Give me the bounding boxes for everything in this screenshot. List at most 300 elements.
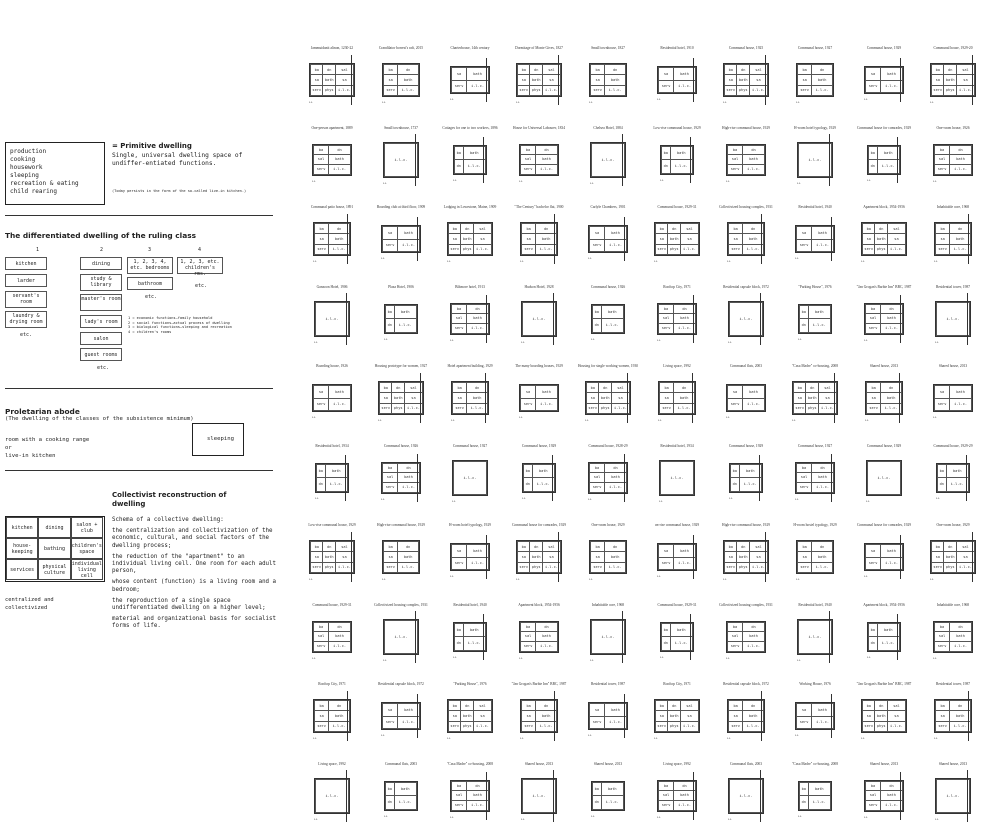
- plan-room: bath: [881, 791, 903, 801]
- plan-wall-stub: [554, 691, 555, 741]
- plan-room: bath: [674, 68, 696, 81]
- plan-room: sal: [314, 155, 329, 165]
- plan-service-note: s.s.: [867, 654, 871, 659]
- plan-room: ba: [936, 701, 950, 711]
- plan-wall-stub: [347, 691, 348, 741]
- plan-wall-stub: [558, 55, 559, 105]
- plan-caption: Residential hotel, 1934: [315, 443, 349, 448]
- plan-room: phys: [944, 562, 956, 572]
- plan-room: bath: [398, 227, 420, 240]
- plan-room: bath: [674, 545, 696, 558]
- plan-service-note: s.s.: [589, 577, 593, 581]
- plan-room: bath: [394, 782, 416, 796]
- plan-caption: One-room house, 1926: [936, 125, 970, 130]
- plan-room: serv: [794, 403, 806, 413]
- plan-room: ba: [386, 305, 395, 319]
- plan-caption: The many boarding houses, 1929: [515, 364, 563, 368]
- plan-room: serv: [659, 800, 674, 810]
- plan-room: phys: [530, 562, 542, 572]
- plan-room: bath: [950, 155, 972, 165]
- floor-plan: [660, 145, 694, 175]
- plan-service-note: s.s.: [381, 256, 385, 260]
- plan-room: sa: [866, 68, 881, 81]
- plan-room: dn: [875, 224, 887, 234]
- plan-room: serv: [452, 323, 467, 333]
- plan-room: i.l.c.: [467, 557, 489, 570]
- plan-room: dn: [743, 622, 765, 632]
- plan-room: i.l.c.: [316, 302, 349, 335]
- plan-room: dn: [800, 319, 809, 333]
- plan-service-note: s.s.: [930, 100, 934, 104]
- plan-room: i.l.c.: [536, 641, 558, 651]
- floor-plan: [861, 222, 907, 256]
- proletarian-desc-2: or: [5, 445, 12, 451]
- plan-caption: Rooftop City, 1971: [663, 284, 691, 289]
- plan-room: serv: [725, 85, 737, 95]
- plan-caption: Communal house, 1927: [452, 443, 488, 448]
- plan-room: bath: [329, 155, 351, 165]
- plan-wall-stub: [483, 614, 484, 660]
- plan-room: serv: [518, 85, 530, 95]
- plan-room: sa: [518, 552, 530, 562]
- plan-service-note: s.s.: [727, 736, 731, 740]
- plan-wall-stub: [690, 137, 691, 183]
- plan-room: serv: [314, 398, 329, 411]
- plan-caption: Communal house, 1929: [866, 443, 902, 448]
- plan-room: dn: [455, 160, 464, 174]
- plan-service-note: s.s.: [861, 259, 865, 263]
- plan-caption: Low-rise communal house, 1929: [653, 125, 701, 130]
- plan-caption: Rooftop City, 1971: [318, 682, 346, 686]
- plan-room: serv: [797, 716, 812, 729]
- plan-room: serv: [315, 244, 329, 254]
- floor-plan: [453, 622, 487, 652]
- plan-caption: "Casa Madre" co-housing, 2008: [446, 761, 494, 766]
- plan-room: i.l.c.: [536, 721, 557, 731]
- plan-room: sa: [680, 711, 698, 721]
- plan-service-note: s.s.: [450, 814, 454, 819]
- plan-room: dn: [743, 224, 764, 234]
- plan-room: ba: [935, 145, 950, 155]
- plan-room: i.l.c.: [749, 85, 767, 95]
- plan-room: sa: [314, 386, 329, 399]
- plan-caption: "Jan Grogan's Barbie Inn" BBC, 1987: [856, 284, 912, 289]
- plan-room: i.l.c.: [473, 721, 491, 731]
- plan-room: i.l.c.: [881, 557, 903, 570]
- plan-room: serv: [935, 398, 950, 411]
- floor-plan: [864, 780, 904, 812]
- plan-room: bath: [950, 386, 972, 399]
- plan-room: serv: [453, 403, 467, 413]
- plan-wall-stub: [417, 454, 418, 502]
- plan-room: dn: [743, 145, 765, 155]
- plan-service-note: s.s.: [522, 495, 526, 500]
- plan-room: dn: [605, 65, 626, 75]
- plan-room: i.l.c.: [329, 641, 351, 651]
- collectivist-schema-line: the reduction of the "apartment" to an individual living cell. One room for each adult person,: [112, 553, 277, 575]
- plan-room: i.l.c.: [404, 403, 422, 413]
- plan-wall-stub: [417, 694, 418, 738]
- plan-room: serv: [384, 562, 398, 572]
- plan-room: serv: [867, 403, 881, 413]
- plan-service-note: s.s.: [726, 655, 730, 660]
- floor-plan: [654, 222, 700, 256]
- ruling-legend-item: 3 = biological functions—sleeping and recreation: [128, 325, 232, 330]
- plan-room: i.l.c.: [799, 143, 832, 176]
- plan-room: sa: [384, 75, 398, 85]
- plan-room: bath: [467, 545, 489, 558]
- plan-room: serv: [315, 721, 329, 731]
- plan-caption: Communal house, 1929: [521, 443, 557, 448]
- plan-caption: "Jan Grogan's Barbie Inn" BBC, 1987: [856, 682, 912, 686]
- plan-room: i.l.c.: [592, 143, 625, 176]
- plan-room: i.l.c.: [812, 85, 833, 95]
- plan-room: dn: [536, 145, 558, 155]
- plan-wall-stub: [347, 214, 348, 264]
- plan-room: serv: [380, 403, 392, 413]
- plan-room: dn: [536, 224, 557, 234]
- plan-room: sa: [380, 393, 392, 403]
- plan-room: bath: [530, 552, 542, 562]
- plan-room: sal: [452, 314, 467, 324]
- plan-service-note: s.s.: [452, 498, 456, 503]
- plan-service-note: s.s.: [654, 259, 658, 263]
- plan-wall-stub: [829, 134, 830, 186]
- floor-plan: [382, 540, 420, 574]
- proletarian-title: Proletarian abode: [5, 407, 80, 416]
- floor-plan: [727, 222, 765, 256]
- plan-service-note: s.s.: [933, 415, 937, 419]
- plan-room: ba: [522, 701, 536, 711]
- plan-room: sa: [591, 552, 605, 562]
- primitive-functions-list: [10, 148, 101, 196]
- plan-room: ba: [315, 224, 329, 234]
- plan-caption: on-rise communal house, 1929: [654, 523, 700, 527]
- plan-room: serv: [725, 562, 737, 572]
- plan-room: i.l.c.: [325, 478, 347, 492]
- plan-room: i.l.c.: [887, 244, 905, 254]
- floor-plan: [453, 145, 487, 175]
- plan-room: serv: [866, 800, 881, 810]
- plan-room: dn: [461, 224, 473, 234]
- floor-plan: [657, 543, 697, 571]
- plan-service-note: s.s.: [660, 177, 664, 182]
- plan-room: sal: [887, 701, 905, 711]
- plan-room: i.l.c.: [950, 164, 972, 174]
- plan-room: bath: [808, 782, 830, 796]
- plan-room: ba: [317, 464, 326, 478]
- plan-room: sa: [936, 234, 950, 244]
- plan-wall-stub: [759, 455, 760, 501]
- plan-room: dn: [524, 478, 533, 492]
- plan-room: bath: [946, 464, 968, 478]
- primitive-function-item: recreation & eating: [10, 180, 79, 187]
- plan-caption: Inhabitable core, 1968: [936, 205, 970, 209]
- plan-service-note: s.s.: [795, 256, 799, 260]
- plan-room: i.l.c.: [887, 721, 905, 731]
- plan-room: ba: [866, 781, 881, 791]
- plan-service-note: s.s.: [798, 813, 802, 818]
- plan-caption: High-rise communal house, 1929: [722, 125, 770, 130]
- floor-plan: [447, 222, 493, 256]
- plan-room: sa: [749, 75, 767, 85]
- plan-room: serv: [590, 716, 605, 729]
- plan-service-note: s.s.: [934, 736, 938, 740]
- plan-wall-stub: [624, 217, 625, 261]
- plan-room: sal: [728, 632, 743, 642]
- plan-room: i.l.c.: [818, 403, 836, 413]
- plan-room: ba: [867, 383, 881, 393]
- floor-plan: [521, 778, 557, 814]
- proletarian-sleeping-label: sleeping: [207, 436, 234, 442]
- plan-room: i.l.c.: [743, 641, 765, 651]
- plan-room: ba: [794, 383, 806, 393]
- floor-plan: [381, 225, 421, 253]
- plan-room: sa: [863, 234, 875, 244]
- plan-wall-stub: [897, 137, 898, 183]
- plan-room: i.l.c.: [868, 461, 901, 494]
- plan-room: bath: [599, 393, 611, 403]
- plan-room: serv: [452, 800, 467, 810]
- divider-2: [5, 388, 273, 389]
- plan-wall-stub: [967, 293, 968, 345]
- ruling-col-number-4: 4: [198, 247, 202, 253]
- plan-room: bath: [392, 393, 404, 403]
- plan-service-note: s.s.: [585, 418, 589, 422]
- floor-plan: [378, 381, 424, 415]
- plan-room: dn: [605, 463, 627, 473]
- plan-room: dn: [398, 542, 419, 552]
- plan-caption: Communal house, 1929-31: [312, 602, 352, 607]
- plan-service-note: s.s.: [867, 177, 871, 182]
- plan-room: sal: [473, 224, 491, 234]
- plan-wall-stub: [831, 454, 832, 502]
- plan-room: bath: [743, 386, 765, 399]
- plan-room: sa: [818, 393, 836, 403]
- plan-room: bath: [536, 234, 557, 244]
- plan-room: sal: [335, 65, 353, 75]
- floor-plan: [660, 622, 694, 652]
- plan-room: bath: [605, 704, 627, 717]
- collectivist-schema-line: material and organizational basis for socialist forms of life.: [112, 616, 277, 630]
- primitive-title: = Primitive dwelling: [112, 142, 192, 150]
- plan-room: ba: [524, 464, 533, 478]
- plan-room: sal: [521, 632, 536, 642]
- plan-service-note: s.s.: [657, 337, 661, 342]
- floor-plan: [589, 540, 627, 574]
- plan-room: i.l.c.: [680, 721, 698, 731]
- plan-room: serv: [729, 244, 743, 254]
- plan-room: bath: [737, 75, 749, 85]
- plan-caption: "Casa Madre" co-housing, 2008: [791, 364, 839, 368]
- collectivist-schema-line: the reproduction of a single space undifferentiated dwelling on a higher level;: [112, 597, 266, 612]
- col1-etc: etc.: [20, 332, 33, 338]
- plan-room: bath: [398, 704, 420, 717]
- plan-caption: Living space, 1992: [663, 364, 691, 368]
- plan-caption: One-room house, 1929: [591, 523, 625, 527]
- plan-room: serv: [660, 403, 674, 413]
- plan-room: dn: [668, 701, 680, 711]
- plan-caption: One-person apartment, 1889: [311, 125, 353, 130]
- plan-room: phys: [461, 244, 473, 254]
- collectivist-schema-line: Schema of a collective dwelling:: [112, 517, 224, 523]
- plan-service-note: s.s.: [383, 657, 387, 662]
- room-bedrooms: 1, 2, 3, 4, etc. bedrooms: [127, 257, 173, 274]
- room-dining: dining: [80, 257, 122, 270]
- plan-room: dn: [467, 304, 489, 314]
- floor-plan: [659, 460, 695, 496]
- plan-room: serv: [518, 562, 530, 572]
- plan-service-note: s.s.: [519, 415, 523, 419]
- plan-caption: Boarding house, 1926: [316, 364, 348, 368]
- plan-room: i.l.c.: [316, 779, 349, 812]
- plan-room: dn: [950, 224, 971, 234]
- plan-room: sa: [728, 386, 743, 399]
- floor-plan: [447, 699, 493, 733]
- plan-room: serv: [452, 80, 467, 93]
- floor-plan: [588, 225, 628, 253]
- plan-caption: Working House, 1976: [799, 682, 831, 686]
- floor-plan: [521, 301, 557, 337]
- plan-service-note: s.s.: [660, 654, 664, 659]
- plan-room: bath: [536, 711, 557, 721]
- plan-room: serv: [863, 721, 875, 731]
- floor-plan: [519, 621, 559, 653]
- plan-room: i.l.c.: [881, 80, 903, 93]
- proletarian-desc-3: live-in kitchen: [5, 453, 56, 459]
- plan-service-note: s.s.: [588, 256, 592, 260]
- floor-plan: [585, 381, 631, 415]
- floor-plan: [516, 540, 562, 574]
- floor-plan: [516, 63, 562, 97]
- plan-wall-stub: [627, 373, 628, 423]
- plan-service-note: s.s.: [798, 336, 802, 341]
- plan-room: sal: [659, 791, 674, 801]
- plan-room: ba: [590, 463, 605, 473]
- plan-room: sal: [935, 632, 950, 642]
- plan-service-note: s.s.: [382, 577, 386, 581]
- plan-room: serv: [384, 85, 398, 95]
- plan-room: i.l.c.: [743, 721, 764, 731]
- collectivist-schema-line: whose content (function) is a living room and a bedroom;: [112, 579, 277, 593]
- plan-caption: Inhabitable core, 1968: [591, 602, 625, 607]
- plan-room: sal: [866, 791, 881, 801]
- plan-caption: Residential capsule block, 1972: [723, 284, 769, 289]
- plan-caption: Inhabitable core, 1968: [936, 602, 970, 607]
- floor-plan: [864, 303, 904, 335]
- plan-wall-stub: [900, 58, 901, 102]
- plan-caption: Collectivized housing complex, 1931: [719, 602, 773, 607]
- plan-service-note: s.s.: [381, 733, 385, 737]
- plan-room: bath: [881, 393, 902, 403]
- plan-room: serv: [866, 323, 881, 333]
- plan-caption: "The Century" bachelor flat, 1900: [514, 205, 564, 209]
- plan-room: sa: [449, 234, 461, 244]
- primitive-functions-box: [5, 142, 105, 205]
- plan-wall-stub: [972, 55, 973, 105]
- plan-caption: Residential hotel, 1910: [660, 46, 694, 50]
- plan-room: sa: [680, 234, 698, 244]
- plan-wall-stub: [346, 293, 347, 345]
- plan-service-note: s.s.: [309, 100, 313, 104]
- plan-room: ba: [728, 145, 743, 155]
- plan-room: sal: [818, 383, 836, 393]
- floor-plan: [450, 543, 490, 571]
- plan-room: bath: [394, 305, 416, 319]
- plan-room: dn: [881, 383, 902, 393]
- plan-room: ba: [866, 304, 881, 314]
- plan-room: sal: [935, 155, 950, 165]
- plan-service-note: s.s.: [453, 654, 457, 659]
- plan-wall-stub: [760, 770, 761, 822]
- plan-caption: Communal house, 1926: [590, 284, 626, 289]
- plan-service-note: s.s.: [519, 655, 523, 660]
- plan-room: dn: [398, 65, 419, 75]
- plan-room: bath: [670, 146, 692, 160]
- plan-room: i.l.c.: [335, 85, 353, 95]
- plan-service-note: s.s.: [382, 100, 386, 104]
- plan-caption: Communal house, 1929: [728, 443, 764, 448]
- plan-room: dn: [881, 304, 903, 314]
- divider-1: [5, 215, 273, 216]
- plan-room: phys: [668, 244, 680, 254]
- plan-room: ba: [591, 542, 605, 552]
- plan-room: dn: [467, 781, 489, 791]
- plan-room: sa: [384, 552, 398, 562]
- plan-service-note: s.s.: [930, 577, 934, 581]
- plan-room: ba: [311, 542, 323, 552]
- floor-plan: [934, 222, 972, 256]
- plan-room: serv: [590, 239, 605, 252]
- plan-room: bath: [463, 623, 485, 637]
- plan-service-note: s.s.: [450, 574, 454, 578]
- floor-plan: [312, 144, 352, 176]
- plan-room: ba: [384, 65, 398, 75]
- plan-room: ba: [659, 781, 674, 791]
- plan-room: dn: [881, 781, 903, 791]
- plan-room: dn: [599, 383, 611, 393]
- plan-room: serv: [452, 557, 467, 570]
- ruling-legend-item: 4 = children's rooms: [128, 329, 172, 334]
- plan-room: bath: [605, 473, 627, 483]
- plan-room: dn: [605, 542, 626, 552]
- plan-caption: Small townhouse, 1827: [591, 46, 625, 50]
- room-larder: larder: [5, 274, 47, 287]
- plan-room: ba: [662, 146, 671, 160]
- plan-room: bath: [536, 155, 558, 165]
- plan-caption: Chelsea Hotel, 1884: [593, 125, 623, 130]
- plan-caption: Communal house, 1925: [728, 46, 764, 50]
- plan-room: bath: [877, 146, 899, 160]
- floor-plan: [798, 304, 832, 334]
- plan-room: ba: [314, 145, 329, 155]
- plan-wall-stub: [693, 535, 694, 579]
- plan-room: sa: [794, 393, 806, 403]
- floor-plan: [383, 619, 419, 655]
- plan-room: i.l.c.: [605, 239, 627, 252]
- plan-room: bath: [743, 234, 764, 244]
- plan-room: sa: [932, 75, 944, 85]
- floor-plan: [935, 778, 971, 814]
- plan-room: ba: [384, 542, 398, 552]
- plan-room: sa: [521, 386, 536, 399]
- plan-caption: Lodging in Lowestone, Maine, 1909: [443, 205, 497, 209]
- floor-plan: [726, 144, 766, 176]
- plan-room: ba: [521, 145, 536, 155]
- plan-room: i.l.c.: [394, 796, 416, 810]
- plan-wall-stub: [693, 58, 694, 102]
- plan-wall-stub: [624, 454, 625, 502]
